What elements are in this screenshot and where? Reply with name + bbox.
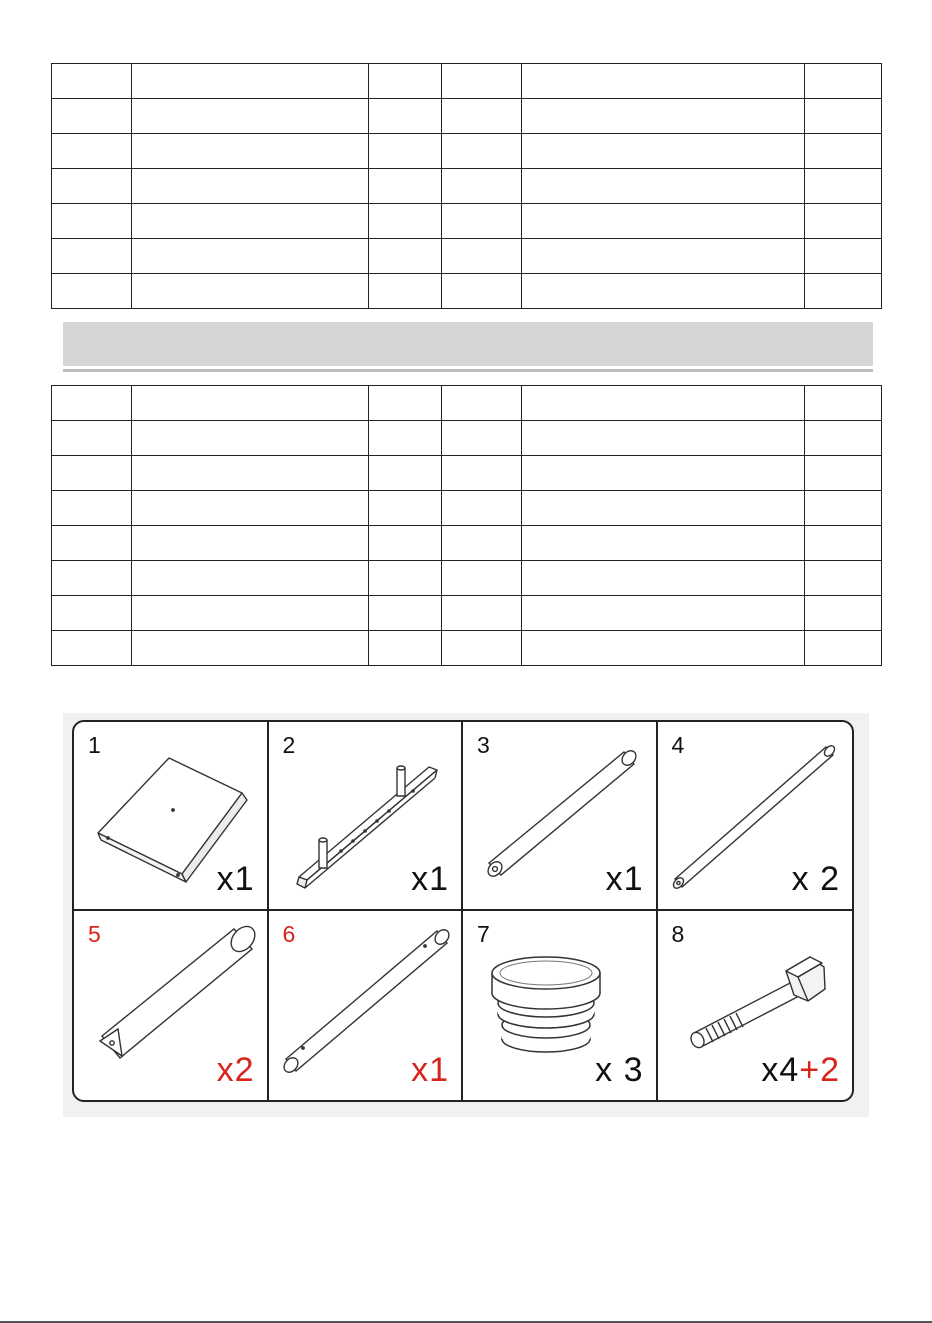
table-row [52,491,882,526]
table-row [52,99,882,134]
part-number: 6 [282,921,296,947]
part-cell-3 [463,722,658,911]
part-number: 3 [477,732,490,758]
part-quantity-base: x4 [761,1051,800,1089]
part-number: 4 [671,732,685,758]
part-cell-1 [74,722,269,911]
part-cell-8 [658,911,853,1100]
part-number: 7 [477,921,490,947]
part-number: 8 [671,921,685,947]
part-quantity: x1 [216,860,255,898]
part-cell-4 [658,722,853,911]
parts-list-table-top [51,63,882,309]
table-row [52,561,882,596]
parts-diagram-grid [72,720,854,1102]
banner-divider [63,369,873,372]
part-quantity-extra: +2 [799,1051,840,1089]
part-cell-6 [269,911,464,1100]
table-row [52,134,882,169]
table-row [52,204,882,239]
table-row [52,239,882,274]
table-row [52,456,882,491]
part-number: 5 [88,921,101,947]
part-cell-7 [463,911,658,1100]
part-number: 2 [282,732,296,758]
table-row [52,421,882,456]
section-banner [63,322,873,366]
table-row [52,386,882,421]
table-row [52,274,882,309]
part-quantity: x1 [411,1051,449,1089]
table-row [52,631,882,666]
parts-list-table-bottom [51,385,882,666]
part-quantity: x 3 [595,1051,644,1089]
part-number: 1 [88,732,101,758]
part-quantity: x2 [216,1051,255,1089]
table-row [52,64,882,99]
part-quantity [761,1051,840,1090]
table-row [52,526,882,561]
table-row [52,596,882,631]
part-quantity: x1 [605,860,644,898]
part-cell-2 [269,722,464,911]
table-row [52,169,882,204]
part-cell-5 [74,911,269,1100]
part-quantity: x 2 [791,860,840,898]
part-quantity: x1 [411,860,449,898]
